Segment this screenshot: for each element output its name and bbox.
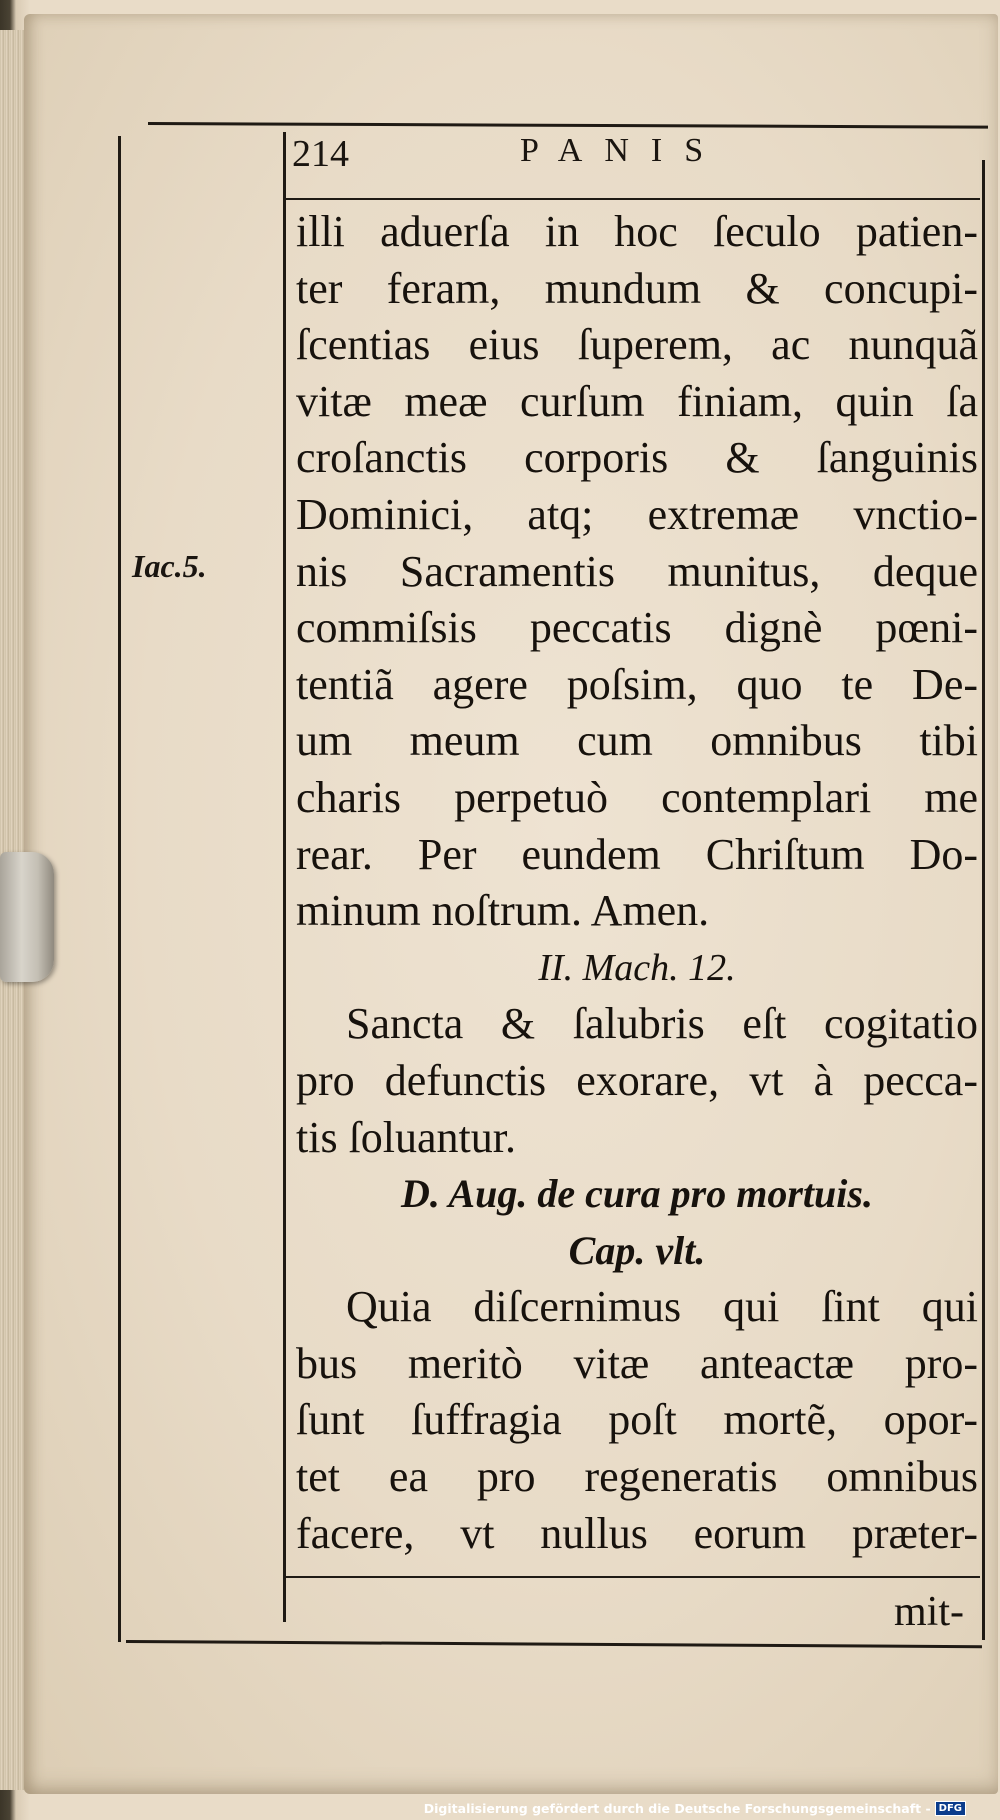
- frame-rule-bottom-inner: [286, 1576, 980, 1578]
- text-line: ter feram, mundum & concupi-: [296, 263, 978, 313]
- quote-line: Sancta & ſalubris eſt cogitatio: [346, 999, 978, 1049]
- citation-heading: D. Aug. de cura pro mortuis.: [401, 1171, 873, 1217]
- bookmark-clip: [0, 852, 54, 982]
- text-line: ſcentias eius ſuperem, ac nunquã: [296, 320, 978, 370]
- quote-line: bus meritò vitæ anteactæ pro-: [296, 1338, 978, 1388]
- text-line: vitæ meæ curſum finiam, quin ſa: [296, 376, 978, 426]
- catchword: mit-: [894, 1589, 964, 1635]
- text-line: um meum cum omnibus tibi: [296, 716, 978, 766]
- quote-line: Quia diſcernimus qui ſint qui: [346, 1282, 978, 1332]
- credit-text: Digitalisierung gefördert durch die Deutsche Forschungsgemeinschaft -: [423, 1801, 931, 1816]
- margin-note: Iac.5.: [132, 548, 207, 584]
- text-line: illi aduerſa in hoc ſeculo patien-: [296, 207, 978, 256]
- text-line: rear. Per eundem Chriſtum Do-: [296, 829, 978, 879]
- frame-rule-header: [286, 198, 980, 200]
- quote-line: tet ea pro regeneratis omnibus: [296, 1452, 978, 1502]
- quote-line: pro defunctis exorare, vt à pecca-: [296, 1055, 978, 1105]
- text-line: charis perpetuò contemplari me: [296, 772, 978, 822]
- text-line: nis Sacramentis munitus, deque: [296, 546, 978, 596]
- citation-heading: II. Mach. 12.: [538, 946, 736, 989]
- text-line: croſanctis corporis & ſanguinis: [296, 433, 978, 483]
- quote-line: ſunt ſuffragia poſt mortẽ, opor-: [296, 1395, 978, 1445]
- text-line: Dominici, atq; extremæ vnctio-: [296, 489, 978, 539]
- page-number: 214: [292, 133, 349, 175]
- frame-rule-left-outer: [118, 136, 121, 1642]
- quote-line: facere, vt nullus eorum præter-: [296, 1508, 978, 1558]
- quote-line: tis ſoluantur.: [296, 1112, 516, 1162]
- frame-rule-right: [982, 160, 985, 1640]
- text-block: [296, 204, 978, 1562]
- frame-rule-left-inner: [283, 132, 286, 1622]
- text-line: commiſsis peccatis dignè pœni-: [296, 603, 978, 653]
- digitization-credit: [424, 1801, 966, 1816]
- dfg-logo: DFG: [935, 1801, 966, 1816]
- text-line: tentiã agere poſsim, quo te De-: [296, 659, 978, 709]
- running-title: PANIS: [520, 132, 726, 169]
- text-line: minum noſtrum. Amen.: [296, 886, 710, 936]
- citation-subheading: Cap. vlt.: [568, 1227, 706, 1273]
